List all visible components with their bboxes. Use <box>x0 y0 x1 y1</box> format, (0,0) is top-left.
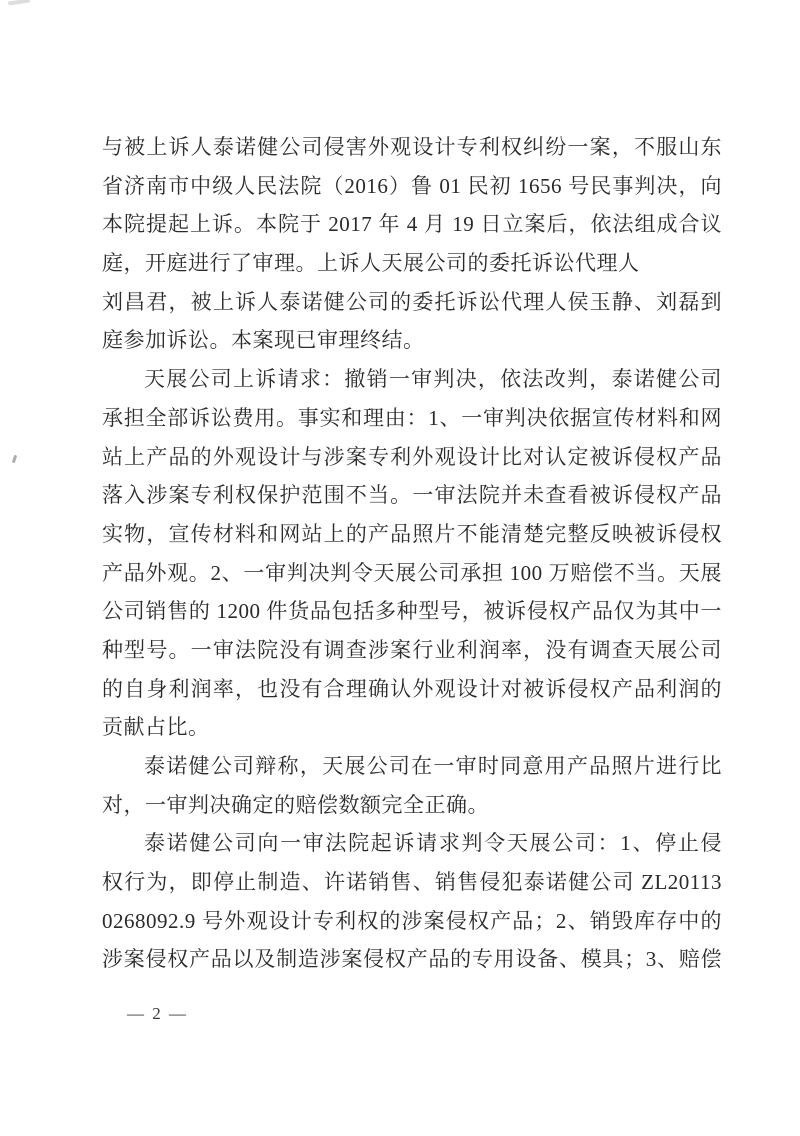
text-line-5: 刘昌君，被上诉人泰诺健公司的委托诉讼代理人侯玉静、刘磊到 <box>102 289 722 314</box>
page-number: — 2 — <box>127 1004 188 1023</box>
text-line-17: 泰诺健公司辩称，天展公司在一审时同意用产品照片进行比 <box>144 754 722 778</box>
judgment-body-text <box>102 128 722 979</box>
text-line-19: 泰诺健公司向一审法院起诉请求判令天展公司：1、停止侵 <box>144 831 722 856</box>
scan-artifact-top-left <box>8 0 30 6</box>
text-line-10: 落入涉案专利权保护范围不当。一审法院并未查看被诉侵权产品 <box>102 483 722 508</box>
text-line-7: 天展公司上诉请求：撤销一审判决，依法改判，泰诺健公司 <box>144 367 722 392</box>
text-line-12: 产品外观。2、一审判决判令天展公司承担 100 万赔偿不当。天展 <box>102 560 722 585</box>
text-line-3: 本院提起上诉。本院于 2017 年 4 月 19 日立案后，依法组成合议 <box>102 212 722 237</box>
text-line-22: 涉案侵权产品以及制造涉案侵权产品的专用设备、模具；3、赔偿 <box>102 947 722 972</box>
text-line-13: 公司销售的 1200 件货品包括多种型号，被诉侵权产品仅为其中一 <box>102 599 722 624</box>
text-line-11: 实物，宣传材料和网站上的产品照片不能清楚完整反映被诉侵权 <box>102 521 722 546</box>
text-line-20: 权行为，即停止制造、许诺销售、销售侵犯泰诺健公司 ZL20113 <box>102 870 722 895</box>
text-line-14: 种型号。一审法院没有调查涉案行业利润率，没有调查天展公司 <box>102 637 722 662</box>
text-line-2: 省济南市中级人民法院（2016）鲁 01 民初 1656 号民事判决，向 <box>102 173 722 198</box>
text-line-8: 承担全部诉讼费用。事实和理由：1、一审判决依据宣传材料和网 <box>102 405 722 430</box>
text-line-15: 的自身利润率，也没有合理确认外观设计对被诉侵权产品利润的 <box>102 676 722 701</box>
text-line-18: 对，一审判决确定的赔偿数额完全正确。 <box>102 792 489 817</box>
text-line-6: 庭参加诉讼。本案现已审理终结。 <box>102 328 425 353</box>
text-line-9: 站上产品的外观设计与涉案专利外观设计比对认定被诉侵权产品 <box>102 444 722 469</box>
text-line-16: 贡献占比。 <box>102 715 210 740</box>
scan-artifact-left-margin <box>12 455 17 464</box>
text-line-1: 与被上诉人泰诺健公司侵害外观设计专利权纠纷一案，不服山东 <box>102 135 722 159</box>
text-line-4: 庭，开庭进行了审理。上诉人天展公司的委托诉讼代理人 <box>102 251 640 276</box>
text-line-21: 0268092.9 号外观设计专利权的涉案侵权产品；2、销毁库存中的 <box>102 908 722 933</box>
